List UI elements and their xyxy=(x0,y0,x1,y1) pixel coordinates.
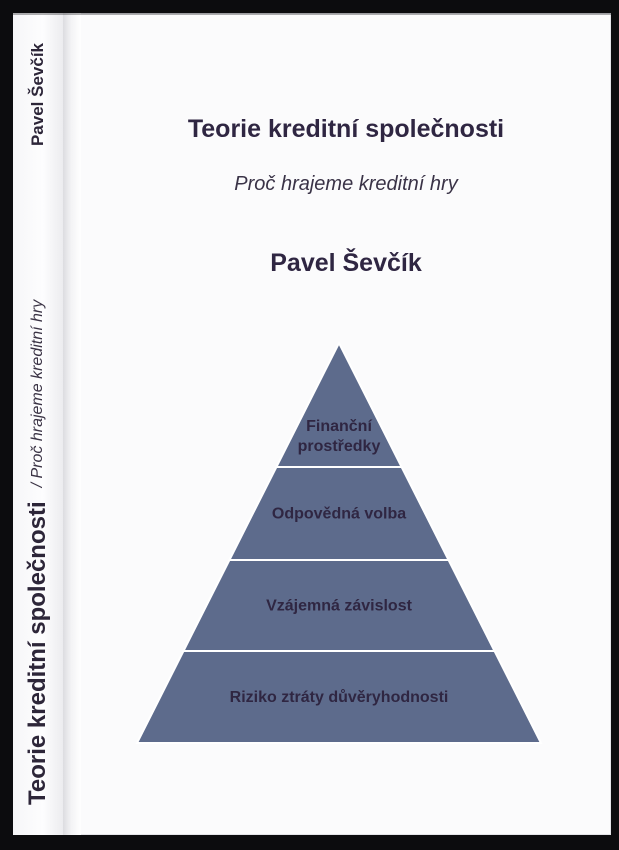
pyramid-label-2: Odpovědná volba xyxy=(271,505,407,523)
spine-left-group xyxy=(24,300,52,819)
front-cover xyxy=(81,13,611,835)
cover-title: Teorie kreditní společnosti xyxy=(187,115,505,143)
spine-subtitle: / Proč hrajeme kreditní hry xyxy=(29,299,46,488)
book-spine xyxy=(13,13,64,835)
page-edge-shadow xyxy=(13,13,611,15)
pyramid-diagram xyxy=(81,13,611,835)
cover-author: Pavel Ševčík xyxy=(270,249,422,277)
pyramid-shapes xyxy=(137,343,541,743)
pyramid-label-3: Vzájemná závislost xyxy=(266,597,412,615)
pyramid-label-1-line-1: Finanční xyxy=(306,418,372,435)
book xyxy=(13,13,611,835)
pyramid-label-4: Riziko ztráty důvěryhodnosti xyxy=(229,689,449,706)
cover-subtitle: Proč hrajeme kreditní hry xyxy=(234,173,458,195)
spine-hinge xyxy=(63,13,81,835)
spine-text-group xyxy=(23,29,53,819)
spine-author: Pavel Ševčík xyxy=(28,43,47,147)
spine-title: Teorie kreditní společnosti xyxy=(24,501,51,805)
pyramid-label-1-line-2: prostředky xyxy=(297,438,381,455)
